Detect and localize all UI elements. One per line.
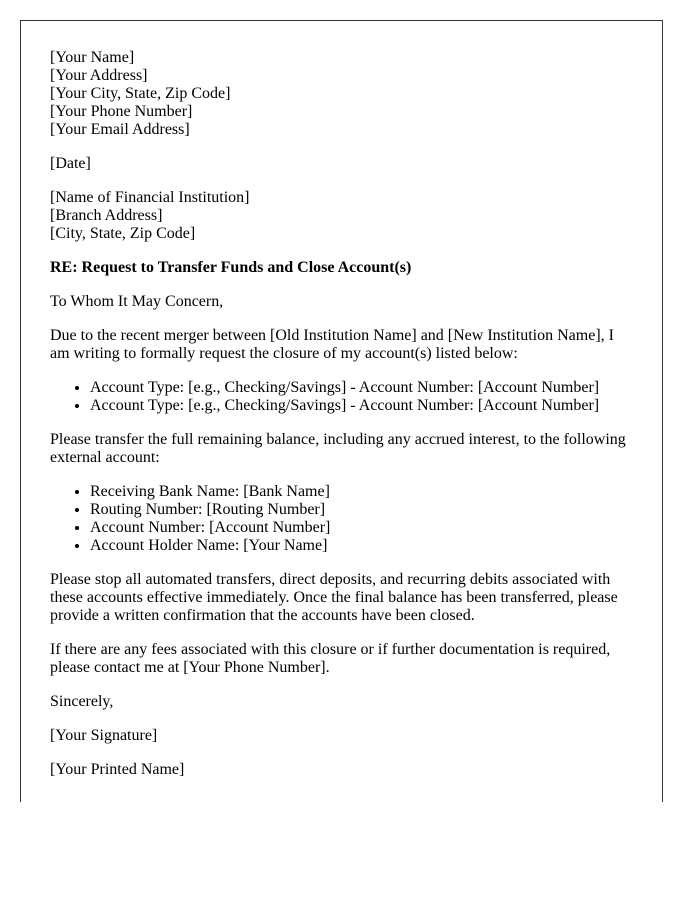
intro-paragraph: Due to the recent merger between [Old Institution Name] and [New Institution Name], I am writing to formally request the closure of my account(s) listed below: xyxy=(50,327,614,362)
account-number-item: • Account Number: [Account Number] xyxy=(90,519,633,537)
letter-document xyxy=(20,20,663,802)
printed-name-placeholder: [Your Printed Name] xyxy=(50,761,185,778)
closing-line: Sincerely, xyxy=(50,693,114,710)
receiving-bank-item: • Receiving Bank Name: [Bank Name] xyxy=(90,483,633,501)
sender-name: [Your Name] xyxy=(50,49,135,66)
routing-number-item: • Routing Number: [Routing Number] xyxy=(90,501,633,519)
recipient-city-state-zip: [City, State, Zip Code] xyxy=(50,225,196,242)
fees-paragraph: If there are any fees associated with this closure or if further documentation is required, please contact me at [Your Phone Number]. xyxy=(50,641,611,676)
sender-block xyxy=(50,49,633,139)
recipient-institution: [Name of Financial Institution] xyxy=(50,189,250,206)
transfer-paragraph: Please transfer the full remaining balance, including any accrued interest, to the following external account: xyxy=(50,431,626,466)
stop-transfers-paragraph: Please stop all automated transfers, direct deposits, and recurring debits associated with these accounts effective immediately. Once the final balance has been transferred, please provide a written confirmation that the accounts have been closed. xyxy=(50,571,618,624)
subject-line: RE: Request to Transfer Funds and Close Account(s) xyxy=(50,259,412,276)
sender-email: [Your Email Address] xyxy=(50,121,190,138)
accounts-list xyxy=(50,379,633,415)
date-line: [Date] xyxy=(50,155,91,172)
sender-address: [Your Address] xyxy=(50,67,148,84)
salutation: To Whom It May Concern, xyxy=(50,293,224,310)
account-holder-item: • Account Holder Name: [Your Name] xyxy=(90,537,633,555)
recipient-block xyxy=(50,189,633,243)
account-list-item: • Account Type: [e.g., Checking/Savings] - Account Number: [Account Number] xyxy=(90,397,633,415)
sender-phone: [Your Phone Number] xyxy=(50,103,193,120)
external-account-list xyxy=(50,483,633,555)
recipient-branch-address: [Branch Address] xyxy=(50,207,163,224)
signature-placeholder: [Your Signature] xyxy=(50,727,158,744)
account-list-item: • Account Type: [e.g., Checking/Savings] - Account Number: [Account Number] xyxy=(90,379,633,397)
sender-city-state-zip: [Your City, State, Zip Code] xyxy=(50,85,231,102)
